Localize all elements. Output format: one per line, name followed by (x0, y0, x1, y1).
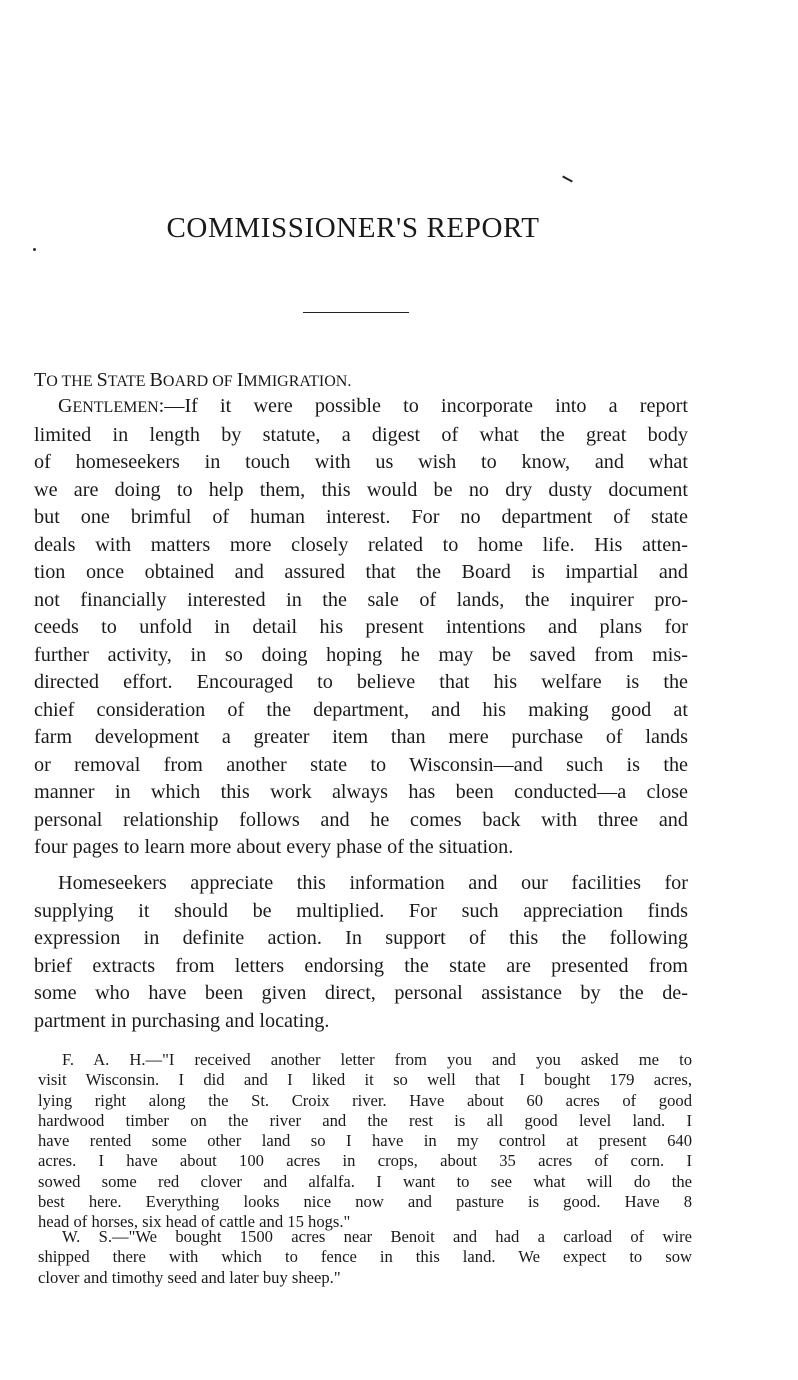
stray-ink-mark (562, 176, 573, 183)
title-divider (303, 312, 409, 313)
paragraph-line: tion once obtained and assured that the Board is impartial and (34, 561, 688, 583)
salutation-to-cap: T (34, 369, 47, 391)
salutation (34, 369, 351, 392)
letter-line: visit Wisconsin. I did and I liked it so well that I bought 179 acres, (38, 1070, 692, 1090)
salutation-state-cap: S (96, 369, 108, 391)
paragraph-line: expression in definite action. In support of this the following (34, 927, 688, 949)
letter-line: sowed some red clover and alfalfa. I want to see what will do the (38, 1171, 692, 1191)
paragraph-homeseekers (34, 870, 688, 1035)
paragraph-line: or removal from another state to Wisconsin—and such is the (34, 753, 688, 776)
lead-smallcaps: ENTLEMEN (72, 399, 159, 416)
paragraph-line: Homeseekers appreciate this information and our facilities for (58, 872, 688, 894)
letter-line: best here. Everything looks nice now and pasture is good. Have 8 (38, 1192, 692, 1212)
paragraph-line: some who have been given direct, personal assistance by the de- (34, 982, 688, 1004)
letter-line: lying right along the St. Croix river. Have about 60 acres of good (38, 1090, 692, 1110)
paragraph-line: we are doing to help them, this would be no dry dusty document (34, 478, 688, 501)
paragraph-line: supplying it should be multiplied. For such appreciation finds (34, 899, 688, 922)
paragraph-line: directed effort. Encouraged to believe that his welfare is the (34, 671, 688, 693)
letter-line: hardwood timber on the river and the rest is all good level land. I (38, 1110, 692, 1130)
letter-line: acres. I have about 100 acres in crops, about 35 acres of corn. I (38, 1151, 692, 1171)
paragraph-gentlemen (34, 393, 688, 862)
paragraph-line: farm development a greater item than mere purchase of lands (34, 726, 688, 748)
paragraph-line: four pages to learn more about every phase of the situation. (34, 836, 514, 858)
paragraph-line: partment in purchasing and locating. (34, 1009, 330, 1032)
paragraph-line: but one brimful of human interest. For no department of state (34, 506, 688, 528)
paragraph-line: personal relationship follows and he comes back with three and (34, 808, 688, 831)
salutation-to-rest: O THE (46, 373, 97, 390)
page-title: COMMISSIONER'S REPORT (166, 212, 540, 244)
paragraph-line: ceeds to unfold in detail his present intentions and plans for (34, 616, 688, 638)
letter-line: have rented some other land so I have in my control at present 640 (38, 1131, 692, 1151)
salutation-state-rest: TATE (107, 373, 150, 390)
paragraph-line: chief consideration of the department, and his making good at (34, 698, 688, 721)
salutation-immigration-cap: I (236, 369, 244, 391)
letter-line: shipped there with which to fence in this land. We expect to sow (38, 1247, 692, 1267)
paragraph-line: brief extracts from letters endorsing the state are presented from (34, 954, 688, 977)
letter-line: F. A. H.—"I received another letter from you and you asked me to (62, 1050, 692, 1069)
letter-extract-ws (38, 1227, 692, 1288)
salutation-board-rest: OARD OF (162, 373, 237, 390)
paragraph-line: limited in length by statute, a digest of what the great body (34, 423, 688, 446)
lead-cap: G (58, 395, 73, 417)
paragraph-line: not financially interested in the sale of lands, the inquirer pro- (34, 588, 688, 611)
stray-ink-dot (33, 248, 36, 251)
line-text: :—If it were possible to incorporate into a report (158, 395, 688, 417)
letter-line: W. S.—"We bought 1500 acres near Benoit and had a carload of wire (62, 1227, 692, 1246)
letter-line: head of horses, six head of cattle and 15 hogs." (38, 1212, 351, 1232)
paragraph-line: deals with matters more closely related to home life. His atten- (34, 533, 688, 556)
paragraph-line (34, 393, 688, 422)
paragraph-line: manner in which this work always has been conducted—a close (34, 781, 688, 803)
salutation-board-cap: B (149, 369, 163, 391)
salutation-immigration-rest: MMIGRATION. (243, 373, 352, 390)
letter-line: clover and timothy seed and later buy sheep." (38, 1267, 341, 1287)
paragraph-line: of homeseekers in touch with us wish to know, and what (34, 451, 688, 473)
paragraph-line: further activity, in so doing hoping he may be saved from mis- (34, 643, 688, 666)
letter-extract-fah (38, 1050, 692, 1233)
